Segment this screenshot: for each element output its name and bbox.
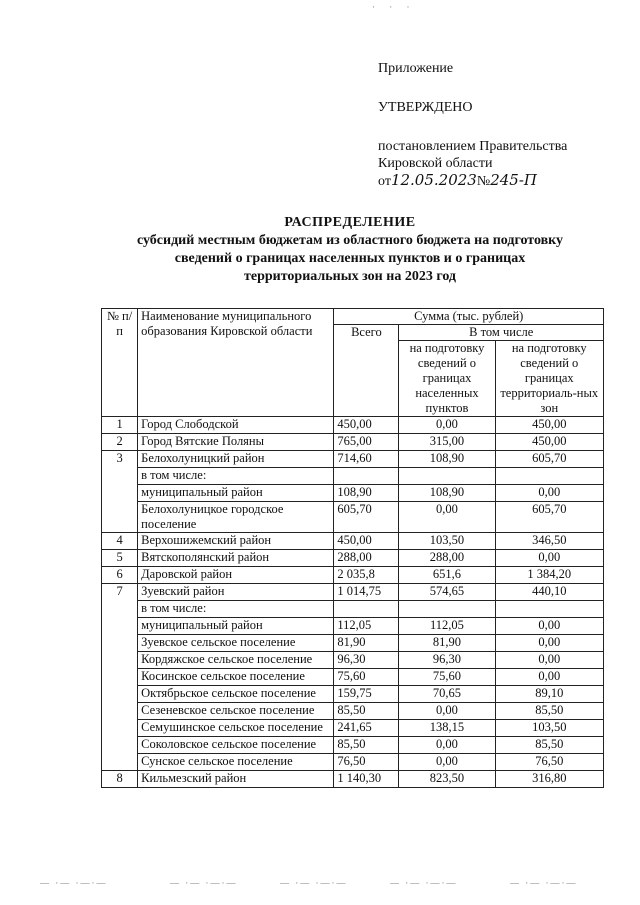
- cell-col-b: 0,00: [495, 618, 604, 635]
- cell-total: 96,30: [334, 652, 399, 669]
- table-row: [102, 669, 604, 686]
- scan-noise-top: · · ·: [372, 2, 416, 12]
- cell-col-b: 450,00: [495, 417, 604, 434]
- table-row: [102, 652, 604, 669]
- header-col-b: на подготовку сведений о границах территориаль-ных зон: [495, 341, 604, 417]
- cell-total: 714,60: [334, 451, 399, 468]
- cell-name: муниципальный район: [138, 485, 334, 502]
- title-heading: РАСПРЕДЕЛЕНИЕ: [284, 215, 416, 230]
- cell-name: Верхошижемский район: [138, 533, 334, 550]
- cell-num: 1: [102, 417, 138, 434]
- table-row: [102, 686, 604, 703]
- cell-name: Соколовское сельское поселение: [138, 737, 334, 754]
- cell-name: Даровской район: [138, 567, 334, 584]
- cell-col-b: 0,00: [495, 550, 604, 567]
- cell-total: [334, 601, 399, 618]
- handwritten-number: 245-П: [490, 171, 537, 189]
- cell-num: 8: [102, 771, 138, 788]
- cell-name: Город Вятские Поляны: [138, 434, 334, 451]
- cell-col-a: 0,00: [399, 754, 495, 771]
- cell-total: 75,60: [334, 669, 399, 686]
- cell-name: Косинское сельское поселение: [138, 669, 334, 686]
- table-row: [102, 434, 604, 451]
- cell-col-b: 316,80: [495, 771, 604, 788]
- number-prefix: №: [476, 174, 491, 189]
- cell-col-a: [399, 468, 495, 485]
- cell-total: 605,70: [334, 502, 399, 533]
- cell-col-a: 70,65: [399, 686, 495, 703]
- approval-date-line: [378, 172, 618, 190]
- cell-total: 450,00: [334, 533, 399, 550]
- table-row: [102, 703, 604, 720]
- cell-num: 7: [102, 584, 138, 771]
- cell-total: 159,75: [334, 686, 399, 703]
- cell-col-b: 103,50: [495, 720, 604, 737]
- cell-total: 76,50: [334, 754, 399, 771]
- scan-noise-bottom-1: — ·— ·—·—: [40, 878, 108, 888]
- table-row: [102, 771, 604, 788]
- cell-num: 6: [102, 567, 138, 584]
- cell-name: в том числе:: [138, 601, 334, 618]
- cell-col-b: 346,50: [495, 533, 604, 550]
- cell-col-b: 89,10: [495, 686, 604, 703]
- cell-col-a: 0,00: [399, 703, 495, 720]
- date-prefix: от: [378, 174, 391, 189]
- cell-col-a: 103,50: [399, 533, 495, 550]
- cell-col-b: 0,00: [495, 635, 604, 652]
- cell-name: Вятскополянский район: [138, 550, 334, 567]
- cell-col-a: 651,6: [399, 567, 495, 584]
- cell-name: Зуевское сельское поселение: [138, 635, 334, 652]
- table-row: [102, 533, 604, 550]
- cell-col-a: [399, 601, 495, 618]
- table-row: [102, 601, 604, 618]
- cell-name: Зуевский район: [138, 584, 334, 601]
- table-row: [102, 468, 604, 485]
- table-row: [102, 720, 604, 737]
- scan-noise-bottom-2: — ·— ·—·—: [170, 878, 238, 888]
- cell-col-b: 1 384,20: [495, 567, 604, 584]
- handwritten-date: 12.05.2023: [390, 171, 477, 189]
- approval-block: [378, 60, 618, 190]
- cell-total: 450,00: [334, 417, 399, 434]
- table-row: [102, 550, 604, 567]
- header-incl: В том числе: [399, 325, 604, 341]
- cell-name: Сунское сельское поселение: [138, 754, 334, 771]
- header-num: № п/п: [102, 309, 138, 417]
- cell-col-a: 108,90: [399, 451, 495, 468]
- cell-col-a: 288,00: [399, 550, 495, 567]
- cell-total: 1 014,75: [334, 584, 399, 601]
- cell-num: 5: [102, 550, 138, 567]
- cell-name: муниципальный район: [138, 618, 334, 635]
- cell-col-b: 0,00: [495, 652, 604, 669]
- cell-total: [334, 468, 399, 485]
- title-line-1: субсидий местным бюджетам из областного бюджета на подготовку: [136, 233, 564, 248]
- cell-name: Октябрьское сельское поселение: [138, 686, 334, 703]
- cell-name: Белохолуницкий район: [138, 451, 334, 468]
- cell-name: в том числе:: [138, 468, 334, 485]
- cell-col-a: 75,60: [399, 669, 495, 686]
- cell-col-b: 0,00: [495, 485, 604, 502]
- cell-total: 241,65: [334, 720, 399, 737]
- header-name: Наименование муниципального образования Кировской области: [138, 309, 334, 417]
- header-col-a: на подготовку сведений о границах населенных пунктов: [399, 341, 495, 417]
- cell-col-a: 0,00: [399, 502, 495, 533]
- cell-num: 3: [102, 451, 138, 533]
- cell-total: 1 140,30: [334, 771, 399, 788]
- cell-col-b: 605,70: [495, 502, 604, 533]
- cell-name: Сезеневское сельское поселение: [138, 703, 334, 720]
- header-sum: Сумма (тыс. рублей): [334, 309, 604, 325]
- subsidy-table: [101, 308, 604, 788]
- title-line-3: территориальных зон на 2023 год: [243, 269, 457, 284]
- table-row: [102, 584, 604, 601]
- cell-col-a: 823,50: [399, 771, 495, 788]
- cell-total: 2 035,8: [334, 567, 399, 584]
- header-total: Всего: [334, 325, 399, 417]
- cell-num: 2: [102, 434, 138, 451]
- cell-col-a: 112,05: [399, 618, 495, 635]
- cell-col-b: 440,10: [495, 584, 604, 601]
- cell-total: 81,90: [334, 635, 399, 652]
- cell-num: 4: [102, 533, 138, 550]
- cell-total: 765,00: [334, 434, 399, 451]
- scan-noise-bottom-5: — ·— ·—·—: [510, 878, 578, 888]
- cell-total: 108,90: [334, 485, 399, 502]
- cell-col-b: 85,50: [495, 703, 604, 720]
- table-row: [102, 485, 604, 502]
- cell-total: 85,50: [334, 703, 399, 720]
- cell-col-a: 315,00: [399, 434, 495, 451]
- table-row: [102, 502, 604, 533]
- cell-col-b: 450,00: [495, 434, 604, 451]
- appendix-label: Приложение: [378, 61, 454, 76]
- table-row: [102, 417, 604, 434]
- cell-total: 85,50: [334, 737, 399, 754]
- cell-name: Семушинское сельское поселение: [138, 720, 334, 737]
- cell-name: Кордяжское сельское поселение: [138, 652, 334, 669]
- table-row: [102, 737, 604, 754]
- document-title: [100, 214, 600, 286]
- approved-label: УТВЕРЖДЕНО: [378, 100, 473, 115]
- table-row: [102, 451, 604, 468]
- cell-col-a: 574,65: [399, 584, 495, 601]
- cell-name: Белохолуницкое городское поселение: [138, 502, 334, 533]
- cell-col-b: 605,70: [495, 451, 604, 468]
- cell-col-a: 81,90: [399, 635, 495, 652]
- cell-col-b: [495, 601, 604, 618]
- scan-noise-bottom-4: — ·— ·—·—: [390, 878, 458, 888]
- cell-col-b: 0,00: [495, 669, 604, 686]
- cell-col-a: 108,90: [399, 485, 495, 502]
- approved-by-line2: Кировской области: [378, 156, 493, 171]
- cell-col-a: 0,00: [399, 737, 495, 754]
- table-row: [102, 618, 604, 635]
- table-row: [102, 567, 604, 584]
- scan-noise-bottom-3: — ·— ·—·—: [280, 878, 348, 888]
- table-row: [102, 635, 604, 652]
- cell-col-b: 76,50: [495, 754, 604, 771]
- cell-col-a: 138,15: [399, 720, 495, 737]
- cell-total: 288,00: [334, 550, 399, 567]
- table-body: [102, 417, 604, 788]
- cell-total: 112,05: [334, 618, 399, 635]
- cell-col-a: 0,00: [399, 417, 495, 434]
- cell-name: Кильмезский район: [138, 771, 334, 788]
- cell-col-b: [495, 468, 604, 485]
- approved-by-line1: постановлением Правительства: [378, 139, 568, 154]
- cell-col-a: 96,30: [399, 652, 495, 669]
- table-row: [102, 754, 604, 771]
- cell-col-b: 85,50: [495, 737, 604, 754]
- cell-name: Город Слободской: [138, 417, 334, 434]
- title-line-2: сведений о границах населенных пунктов и о границах: [174, 251, 526, 266]
